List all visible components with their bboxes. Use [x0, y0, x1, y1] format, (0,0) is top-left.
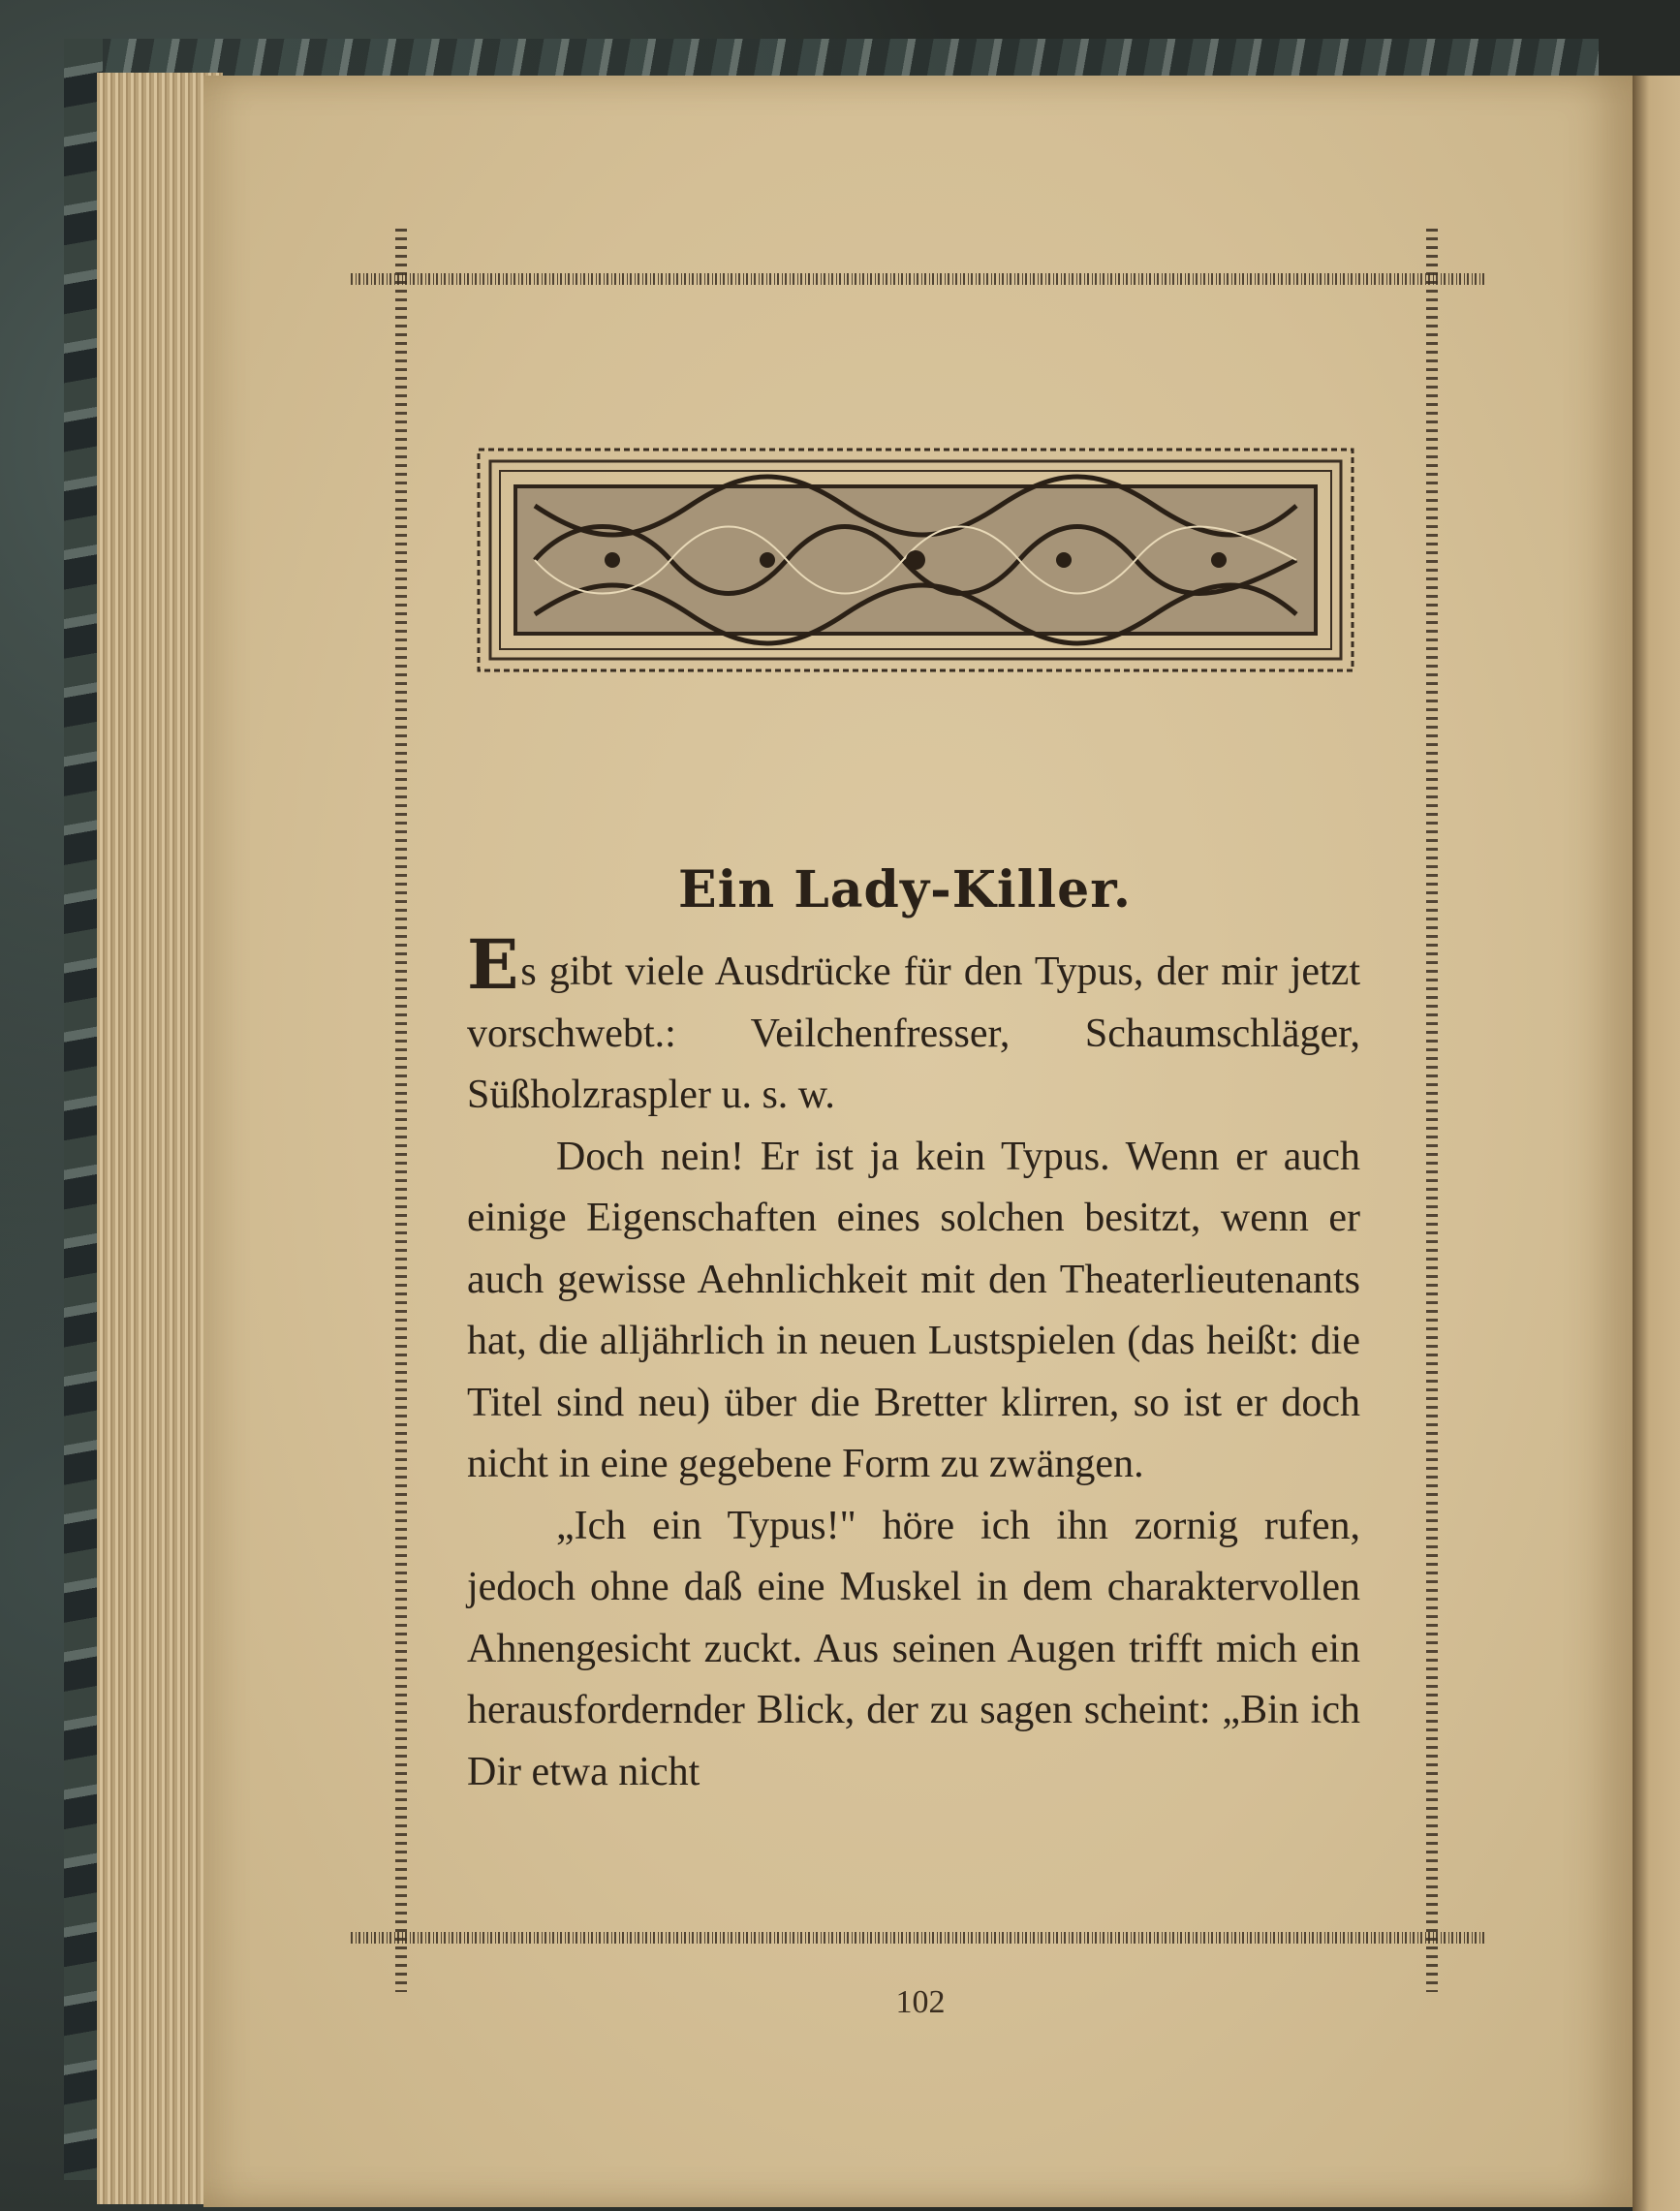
drop-cap: E — [467, 924, 519, 1005]
paragraph-2: Doch nein! Er ist ja kein Typus. Wenn er auch einige Eigenschaften eines solchen besitzt, wenn er auch gewisse Aehnlichkeit mit den Theaterlieutenants hat, die alljährlich in neuen Lustspielen (das heißt: die Titel sind neu) über die Bretter klirren, so ist er doch nicht in eine gegebene Form zu zwängen. — [467, 1134, 1360, 1486]
ornament-header — [477, 448, 1354, 672]
body-text — [467, 924, 1360, 1803]
frame-rule-right — [1426, 229, 1438, 1992]
paragraph-1 — [467, 924, 1360, 1127]
paragraph-1-text: s gibt viele Ausdrücke für den Typus, der mir jetzt vorschwebt.: Veilchenfresser, Schaumschläger, Süßholzraspler u. s. w. — [467, 950, 1360, 1117]
page-number: 102 — [895, 1984, 946, 2020]
frame-rule-bottom — [351, 1932, 1486, 1944]
frame-rule-top — [351, 273, 1486, 285]
frame-rule-left — [395, 229, 407, 1992]
chapter-title: Ein Lady-Killer. — [678, 860, 1132, 919]
facing-page-edge — [1633, 76, 1680, 2211]
paragraph-3: „Ich ein Typus!" höre ich ihn zornig rufen, jedoch ohne daß eine Muskel in dem charaktervollen Ahnengesicht zuckt. Aus seinen Augen trifft mich ein herausfordernder Blick, der zu sagen scheint: „Bin ich Dir etwa nicht — [467, 1503, 1360, 1794]
